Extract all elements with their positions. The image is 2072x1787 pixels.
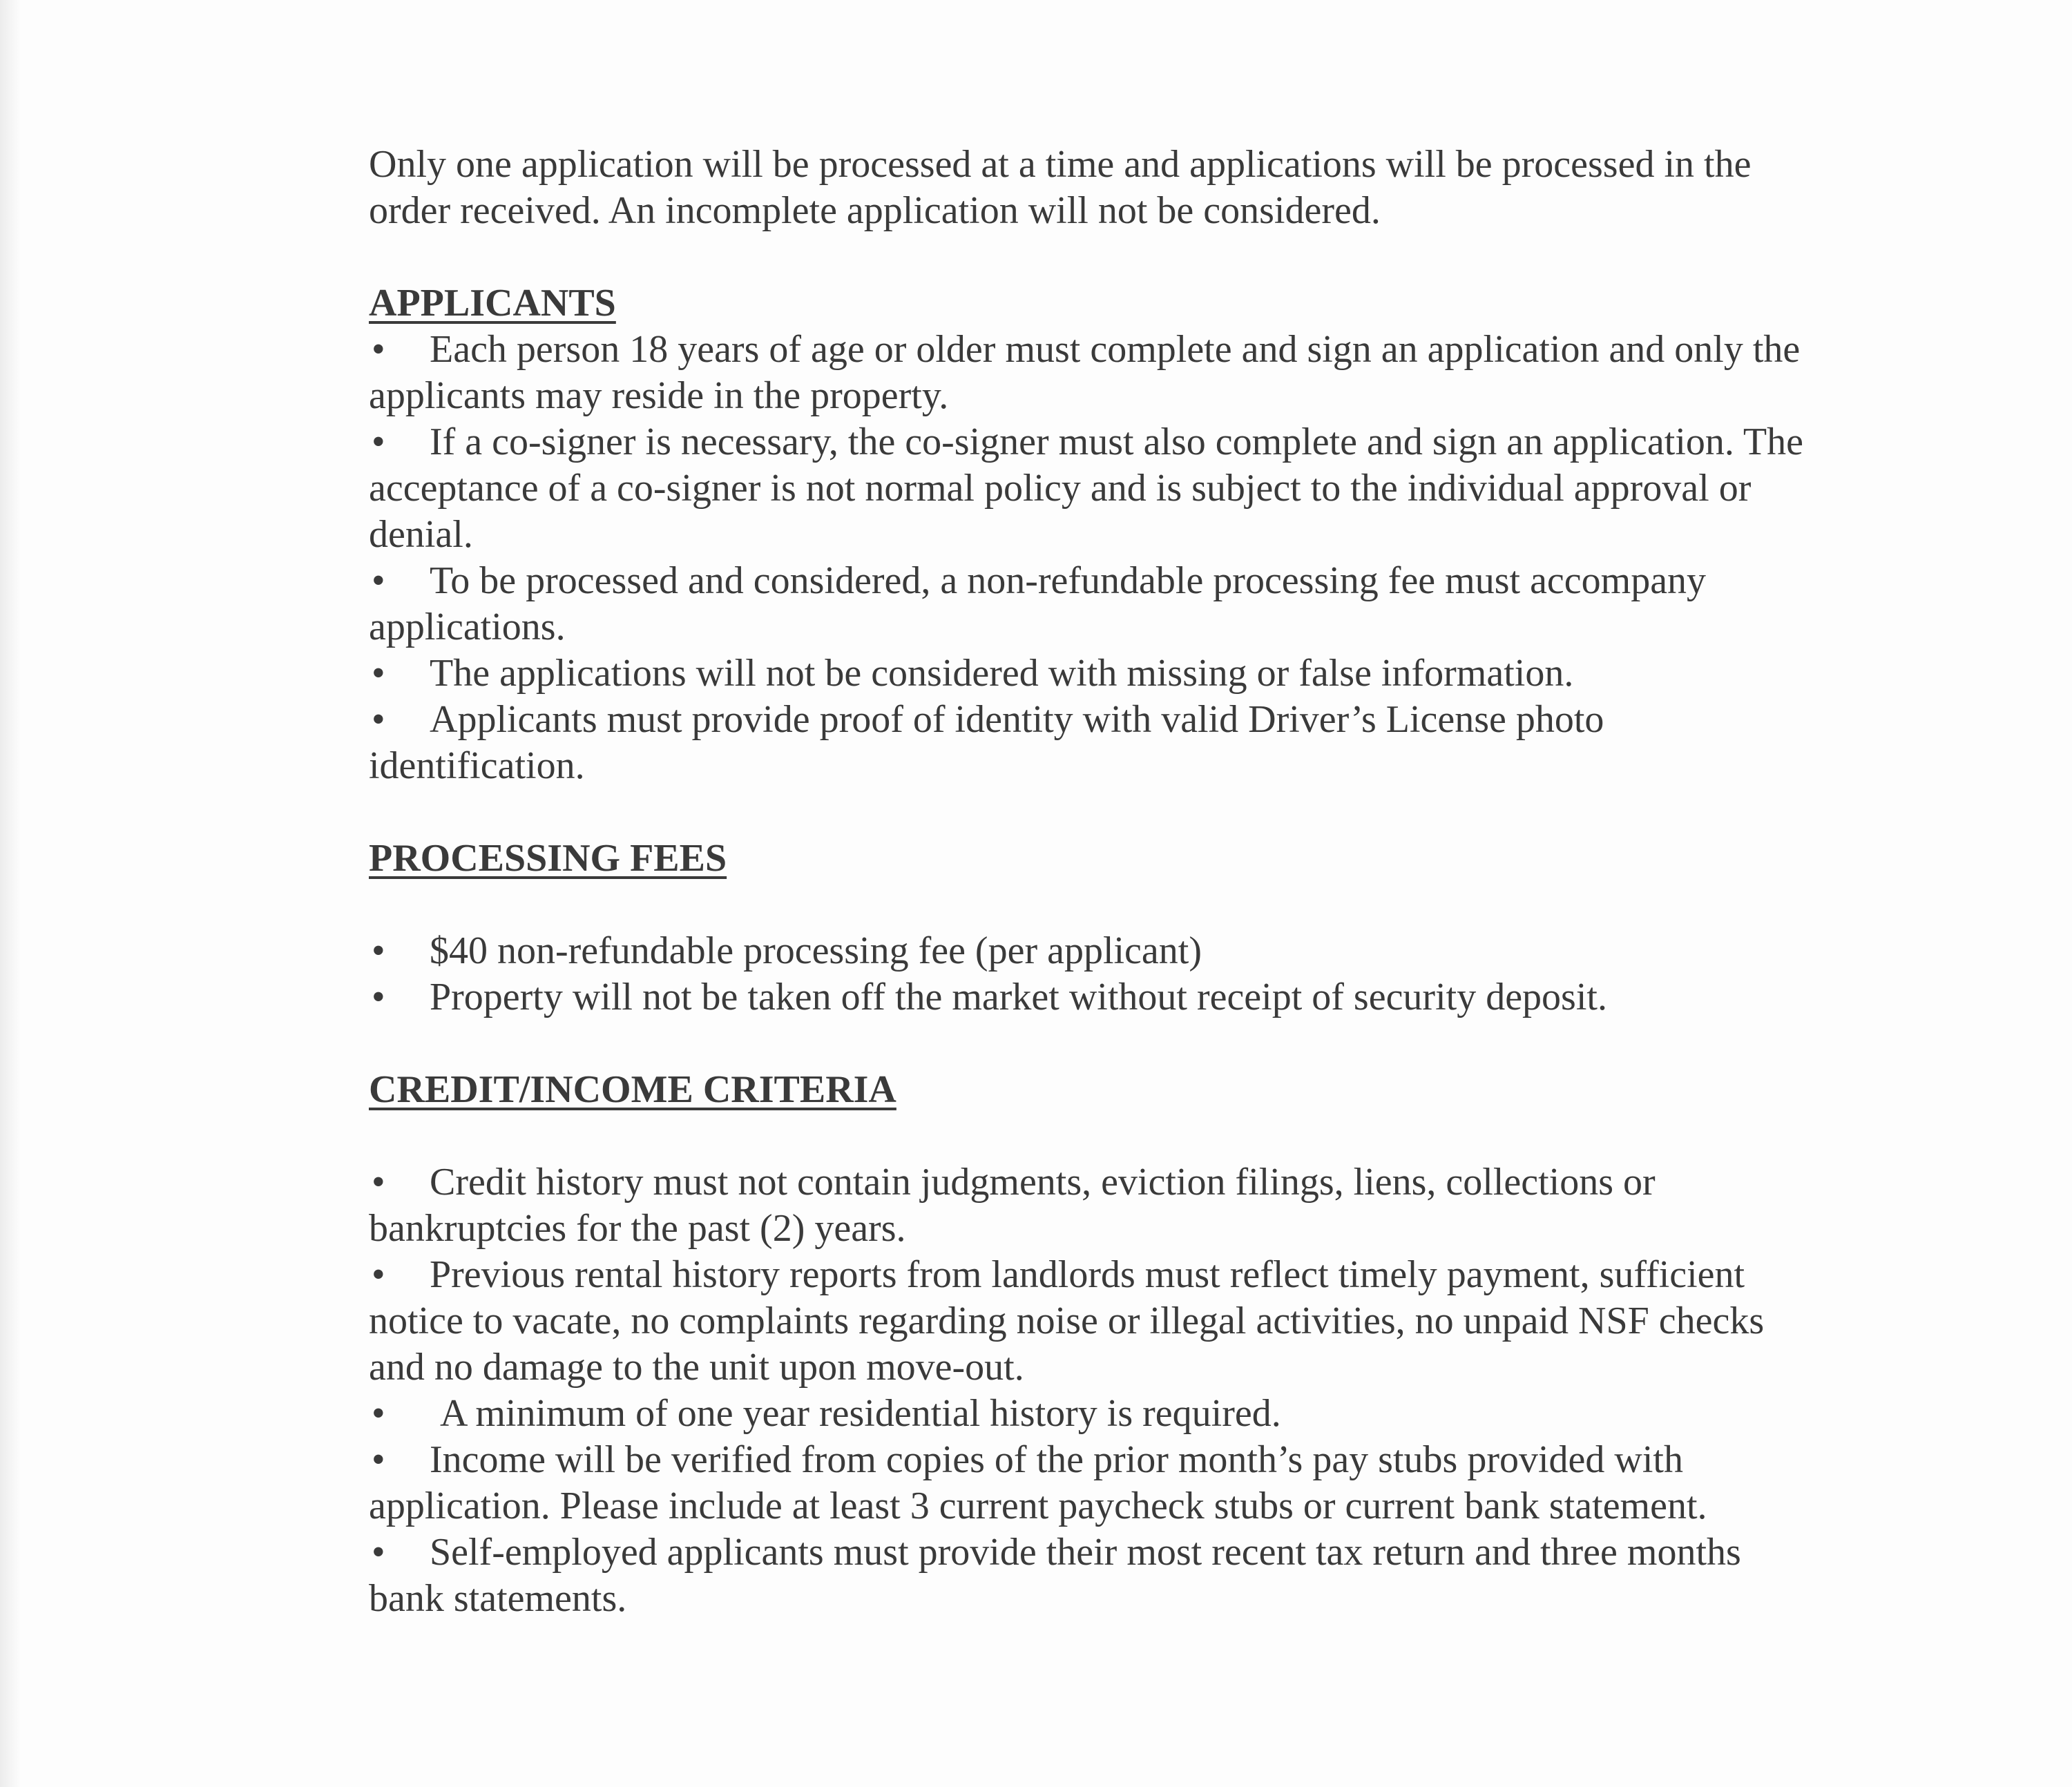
bullet-icon: • <box>372 1161 385 1204</box>
scan-edge-shadow <box>0 0 21 1787</box>
bullet-icon: • <box>372 1392 385 1435</box>
bullet-icon: • <box>372 1438 385 1481</box>
intro-paragraph: Only one application will be processed at a time and applications will be processed in the order received. An incomplete application will not be considered. <box>369 143 1752 232</box>
processing-fees-item: • $40 non-refundable processing fee (per applicant) <box>369 928 1805 974</box>
bullet-icon: • <box>372 1531 385 1574</box>
credit-income-item: • Previous rental history reports from landlords must reflect timely payment, sufficient notice to vacate, no complaints regarding noise or illegal activities, no unpaid NSF checks and no damage to the unit upon move-out. <box>369 1253 1765 1389</box>
applicants-heading: APPLICANTS <box>369 282 616 325</box>
document-body <box>369 142 1805 1622</box>
processing-fees-item: • Property will not be taken off the market without receipt of security deposit. <box>369 974 1805 1021</box>
bullet-icon: • <box>372 652 385 695</box>
bullet-icon: • <box>372 929 385 972</box>
credit-income-item: • Self-employed applicants must provide their most recent tax return and three months bank statements. <box>369 1531 1741 1620</box>
bullet-icon: • <box>372 421 385 463</box>
applicants-item: • The applications will not be considered with missing or false information. <box>369 650 1805 697</box>
applicants-item: • Applicants must provide proof of identity with valid Driver’s License photo identification. <box>369 698 1604 787</box>
bullet-icon: • <box>372 559 385 602</box>
bullet-icon: • <box>372 698 385 741</box>
applicants-item: • To be processed and considered, a non-refundable processing fee must accompany applications. <box>369 559 1707 648</box>
processing-fees-heading: PROCESSING FEES <box>369 837 727 880</box>
applicants-item: • Each person 18 years of age or older must complete and sign an application and only the applicants may reside in the property. <box>369 328 1801 417</box>
bullet-icon: • <box>372 328 385 371</box>
bullet-icon: • <box>372 976 385 1018</box>
applicants-item: • If a co-signer is necessary, the co-signer must also complete and sign an application. The acceptance of a co-signer is not normal policy and is subject to the individual approval or denial. <box>369 421 1803 556</box>
bullet-icon: • <box>372 1253 385 1296</box>
credit-income-item: • Credit history must not contain judgments, eviction filings, liens, collections or bankruptcies for the past (2) years. <box>369 1161 1656 1250</box>
credit-income-item: • A minimum of one year residential history is required. <box>369 1391 1805 1437</box>
credit-income-item: • Income will be verified from copies of the prior month’s pay stubs provided with application. Please include at least 3 current paycheck stubs or current bank statement. <box>369 1438 1707 1527</box>
credit-income-heading: CREDIT/INCOME CRITERIA <box>369 1068 896 1111</box>
